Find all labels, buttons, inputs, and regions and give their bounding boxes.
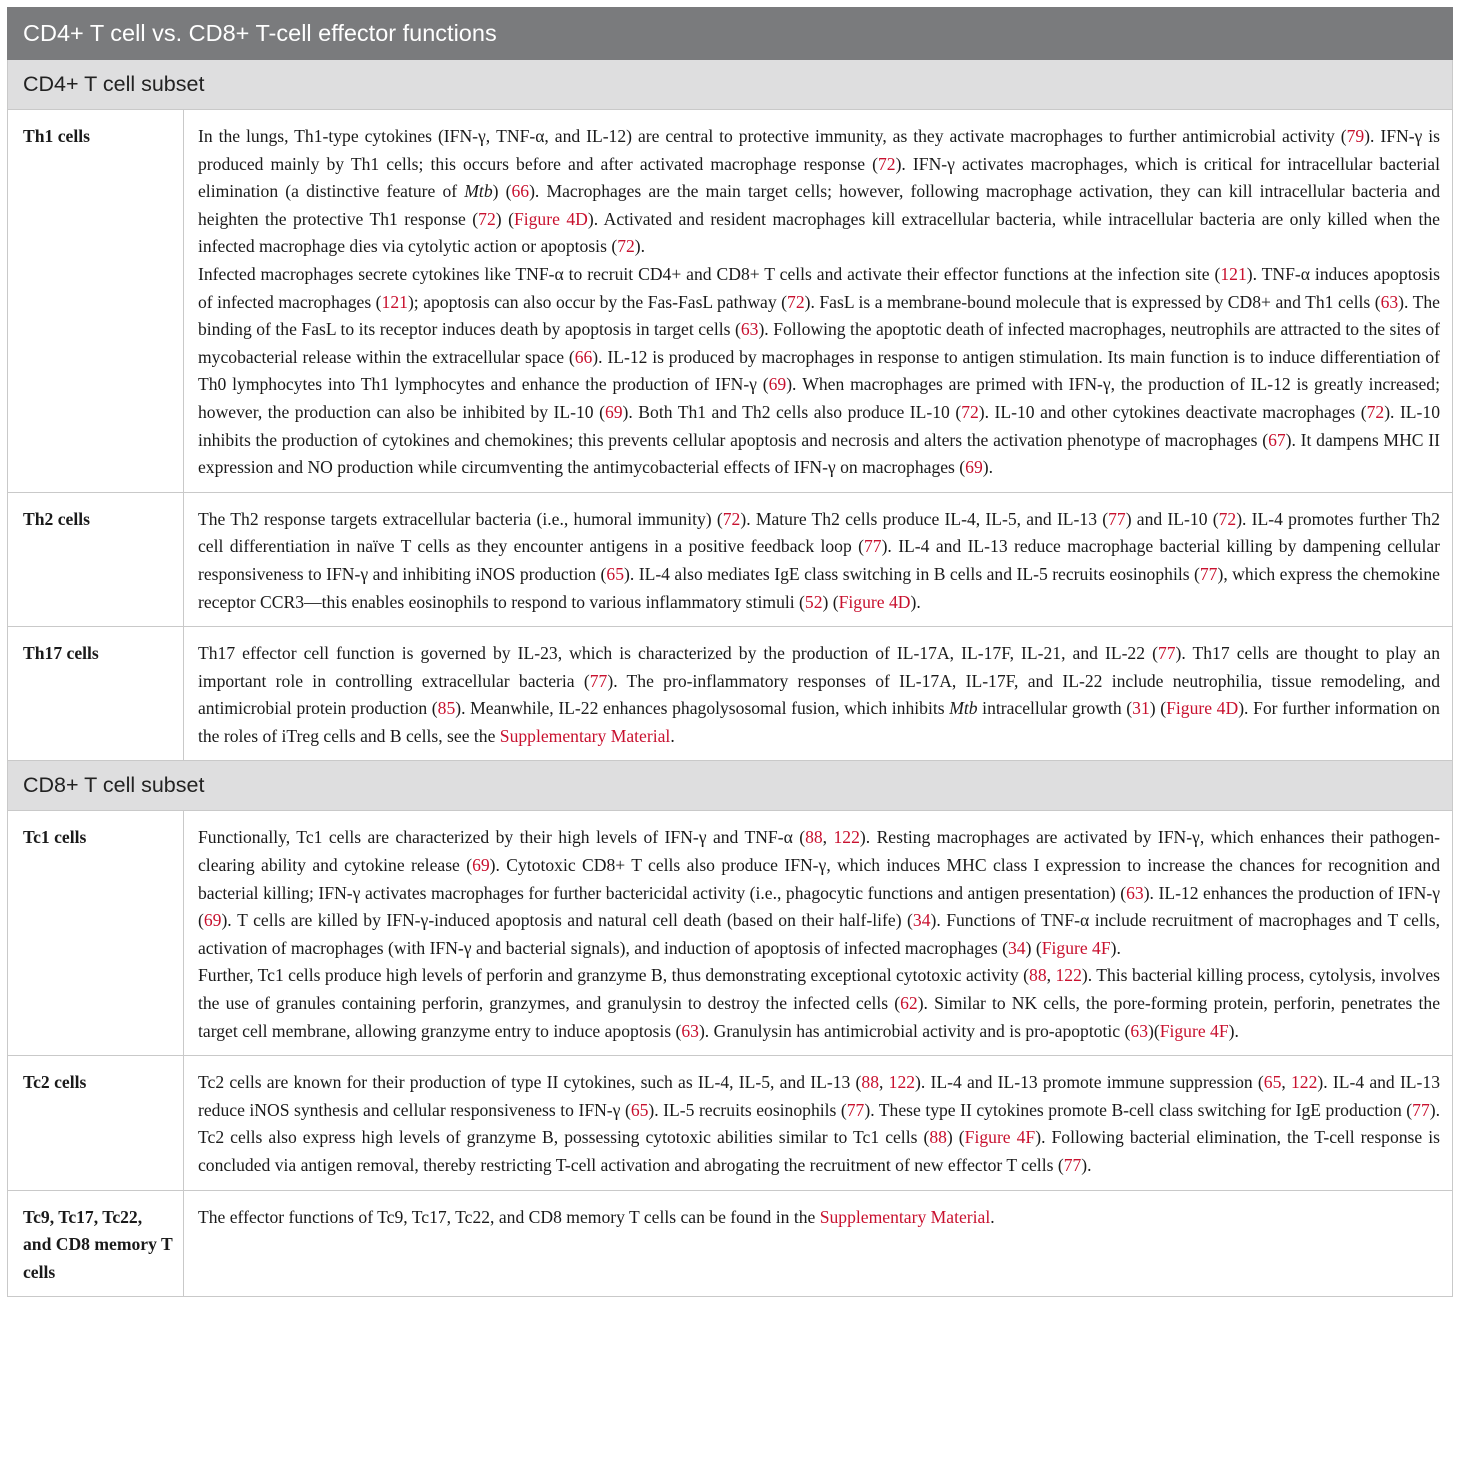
table-title: CD4+ T cell vs. CD8+ T-cell effector functions	[8, 8, 1453, 60]
section-heading: CD8+ T cell subset	[8, 761, 1453, 811]
text-run: ).	[1081, 1155, 1092, 1175]
text-run: The effector functions of Tc9, Tc17, Tc22, and CD8 memory T cells can be found in the	[198, 1206, 820, 1227]
text-run: ). IL-4 and IL-13 reduce iNOS synthesis and cellular responsiveness to IFN-γ (	[198, 1072, 1441, 1120]
effector-function-description	[184, 627, 1453, 761]
text-run: ). It dampens MHC II expression and NO production while circumventing the antimycobacterial effects of IFN-γ on macrophages (	[198, 429, 1440, 478]
table-body	[8, 8, 1453, 1297]
citation-link[interactable]: 72	[1218, 508, 1237, 529]
text-run: ) and IL-10 (	[1125, 508, 1219, 529]
citation-link[interactable]: 69	[768, 374, 787, 395]
text-run: ), which express the chemokine receptor CCR3—this enables eosinophils to respond to various inflammatory stimuli (	[198, 563, 1440, 612]
text-run: ). IL-4 promotes further Th2 cell differentiation in naïve T cells as they encounter antigens in a positive feedback loop (	[198, 508, 1441, 557]
citation-link[interactable]: 62	[900, 993, 918, 1014]
text-run: ).	[982, 457, 994, 478]
effector-function-description	[184, 811, 1453, 1056]
citation-link[interactable]: 52	[804, 591, 823, 612]
text-run: ). For further information on the roles of iTreg cells and B cells, see the	[198, 698, 1440, 746]
citation-link[interactable]: 88	[861, 1072, 880, 1093]
description-paragraph	[198, 1204, 1440, 1232]
text-run: ) (	[492, 181, 512, 202]
citation-link[interactable]: Supplementary Material	[819, 1206, 991, 1227]
citation-link[interactable]: 77	[1412, 1099, 1430, 1120]
citation-link[interactable]: Figure 4D	[1166, 698, 1239, 719]
text-run: ); apoptosis can also occur by the Fas-FasL pathway (	[407, 291, 788, 312]
table-row	[8, 811, 1453, 1056]
text-run: ). IFN-γ activates macrophages, which is critical for intracellular bacterial elimination (a distinctive feature of	[198, 153, 1440, 202]
text-run: ). These type II cytokines promote B-cell class switching for IgE production (	[864, 1099, 1413, 1120]
text-run: ). IL-4 also mediates IgE class switching in B cells and IL-5 recruits eosinophils (	[624, 563, 1200, 584]
section-heading: CD4+ T cell subset	[8, 60, 1453, 110]
citation-link[interactable]: 88	[805, 827, 823, 848]
citation-link[interactable]: 69	[604, 401, 623, 422]
cell-type-label: Th2 cells	[8, 492, 184, 626]
citation-link[interactable]: 66	[511, 181, 530, 202]
citation-link[interactable]: 69	[203, 910, 222, 931]
citation-link[interactable]: 72	[1366, 401, 1385, 422]
citation-link[interactable]: 122	[1055, 965, 1082, 986]
table-row	[8, 110, 1453, 493]
citation-link[interactable]: 63	[681, 1020, 699, 1041]
citation-link[interactable]: 72	[617, 236, 635, 257]
text-run: ). The pro-inflammatory responses of IL-17A, IL-17F, and IL-22 include neutrophilia, tissue remodeling, and antimicrobial protein production (	[198, 670, 1441, 719]
citation-link[interactable]: 63	[1126, 882, 1144, 903]
description-paragraph	[198, 1069, 1440, 1179]
text-run: ). Following the apoptotic death of infected macrophages, neutrophils are attracted to the sites of mycobacterial release within the extracellular space (	[198, 319, 1440, 367]
citation-link[interactable]: 31	[1132, 698, 1150, 719]
citation-link[interactable]: 122	[1290, 1072, 1318, 1093]
table-row	[8, 1056, 1453, 1190]
description-paragraph	[198, 824, 1440, 962]
text-run: ). IL-12 enhances the production of IFN-γ (	[198, 882, 1440, 931]
cell-type-label: Tc2 cells	[8, 1056, 184, 1190]
citation-link[interactable]: Figure 4F	[1159, 1020, 1229, 1041]
text-run: ). This bacterial killing process, cytolysis, involves the use of granules containing perforin, granzymes, and granulysin to destroy the infected cells (	[198, 965, 1440, 1014]
text-run: ). Cytotoxic CD8+ T cells also produce IFN-γ, which induces MHC class I expression to increase the chances for recognition and bacterial killing; IFN-γ activates macrophages for further bactericidal activity (i.e., phagocytic functions and antigen presentation) (	[198, 855, 1440, 903]
citation-link[interactable]: 72	[877, 153, 896, 174]
table-row	[8, 492, 1453, 626]
citation-link[interactable]: 72	[787, 291, 805, 312]
table-row	[8, 627, 1453, 761]
text-run: ). IL-5 recruits eosinophils (	[648, 1099, 847, 1120]
text-run: ) (	[495, 208, 514, 229]
citation-link[interactable]: 63	[1380, 291, 1399, 312]
effector-function-description	[184, 1056, 1453, 1190]
citation-link[interactable]: 77	[863, 536, 882, 557]
text-run: ). Granulysin has antimicrobial activity and is pro-apoptotic (	[698, 1020, 1131, 1041]
text-run: ). Resting macrophages are activated by IFN-γ, which enhances their pathogen-clearing ability and cytokine release (	[198, 827, 1440, 876]
text-run: ,	[879, 1072, 889, 1093]
effector-function-description	[184, 492, 1453, 626]
cell-type-label: Th17 cells	[8, 627, 184, 761]
text-run: ). IL-4 and IL-13 promote immune suppression (	[915, 1072, 1264, 1093]
text-run: Tc2 cells are known for their production of type II cytokines, such as IL-4, IL-5, and IL-13 (	[198, 1072, 862, 1093]
table-title-row	[8, 8, 1453, 60]
text-run: ). IL-10 and other cytokines deactivate macrophages (	[978, 401, 1367, 422]
text-run: ). Macrophages are the main target cells; however, following macrophage activation, they can kill intracellular bacteria and heighten the protective Th1 response (	[198, 181, 1440, 229]
table-row	[8, 1190, 1453, 1297]
citation-link[interactable]: 65	[1263, 1072, 1282, 1093]
citation-link[interactable]: 77	[1199, 563, 1218, 584]
italic-term: Mtb	[464, 181, 493, 202]
text-run: ).	[910, 591, 921, 612]
citation-link[interactable]: 88	[929, 1127, 947, 1148]
citation-link[interactable]: 72	[961, 401, 979, 422]
citation-link[interactable]: 77	[1157, 643, 1176, 664]
citation-link[interactable]: 121	[1220, 263, 1247, 284]
text-run: ). Activated and resident macrophages kill extracellular bacteria, while intracellular bacteria are only killed when the infected macrophage dies via cytolytic action or apoptosis (	[198, 208, 1440, 257]
citation-link[interactable]: 63	[1130, 1020, 1148, 1041]
citation-link[interactable]: 122	[888, 1072, 916, 1093]
text-run: ). Both Th1 and Th2 cells also produce IL-10 (	[622, 401, 962, 422]
citation-link[interactable]: Figure 4F	[964, 1127, 1036, 1148]
text-run: ).	[1110, 937, 1121, 958]
description-paragraph	[198, 261, 1440, 482]
citation-link[interactable]: 69	[965, 457, 983, 478]
citation-link[interactable]: Figure 4D	[513, 208, 588, 229]
citation-link[interactable]: 77	[589, 670, 608, 691]
text-run: ). Functions of TNF-α include recruitment of macrophages and T cells, activation of macrophages (with IFN-γ and bacterial signals), and induction of apoptosis of infected macrophages (	[198, 910, 1441, 958]
text-run: In the lungs, Th1-type cytokines (IFN-γ, TNF-α, and IL-12) are central to protective immunity, as they activate macrophages to further antimicrobial activity (	[198, 126, 1347, 146]
text-run: ) (	[1025, 937, 1042, 958]
text-run: The Th2 response targets extracellular bacteria (i.e., humoral immunity) (	[198, 508, 723, 529]
text-run: ).	[634, 236, 646, 257]
citation-link[interactable]: 77	[1108, 508, 1126, 529]
text-run: Infected macrophages secrete cytokines like TNF-α to recruit CD4+ and CD8+ T cells and activate their effector functions at the infection site (	[198, 263, 1221, 284]
citation-link[interactable]: 34	[912, 910, 931, 931]
citation-link[interactable]: Figure 4D	[838, 591, 911, 612]
citation-link[interactable]: 66	[574, 346, 593, 367]
citation-link[interactable]: 85	[437, 698, 456, 719]
description-paragraph	[198, 640, 1440, 750]
citation-link[interactable]: Supplementary Material	[499, 725, 671, 746]
text-run: .	[670, 725, 675, 746]
text-run: ). FasL is a membrane-bound molecule that is expressed by CD8+ and Th1 cells (	[804, 291, 1381, 312]
text-run: Functionally, Tc1 cells are characterized by their high levels of IFN-γ and TNF-α (	[198, 827, 806, 848]
section-header-row	[8, 60, 1453, 110]
text-run: ). IFN-γ is produced mainly by Th1 cells; this occurs before and after activated macrophage response (	[198, 126, 1440, 174]
text-run: ). TNF-α induces apoptosis of infected macrophages (	[198, 263, 1440, 312]
text-run: ). IL-12 is produced by macrophages in response to antigen stimulation. Its main function is to induce differentiation of Th0 lymphocytes into Th1 lymphocytes and enhance the production of IFN-γ (	[198, 346, 1440, 395]
text-run: ,	[822, 827, 834, 848]
text-run: Further, Tc1 cells produce high levels of perforin and granzyme B, thus demonstrating exceptional cytotoxic activity (	[198, 965, 1030, 986]
text-run: ).	[1228, 1020, 1239, 1041]
text-run: .	[990, 1206, 995, 1227]
text-run: Th17 effector cell function is governed by IL-23, which is characterized by the production of IL-17A, IL-17F, IL-21, and IL-22 (	[198, 643, 1158, 664]
citation-link[interactable]: 88	[1029, 965, 1047, 986]
citation-link[interactable]: 63	[740, 319, 759, 340]
text-run: ). Meanwhile, IL-22 enhances phagolysosomal fusion, which inhibits	[455, 698, 950, 719]
text-run: ). Th17 cells are thought to play an important role in controlling extracellular bacteria (	[198, 643, 1440, 691]
description-paragraph	[198, 506, 1440, 616]
text-run: ). IL-10 inhibits the production of cytokines and chemokines; this prevents cellular apoptosis and necrosis and alters the activation phenotype of macrophages (	[198, 401, 1441, 450]
cell-type-label: Tc1 cells	[8, 811, 184, 1056]
text-run: ). Tc2 cells also express high levels of granzyme B, possessing cytotoxic abilities similar to Tc1 cells (	[198, 1099, 1440, 1148]
citation-link[interactable]: 34	[1008, 937, 1026, 958]
section-header-row	[8, 761, 1453, 811]
text-run: ,	[1046, 965, 1056, 986]
citation-link[interactable]: 65	[606, 563, 624, 584]
citation-link[interactable]: 79	[1346, 126, 1365, 146]
citation-link[interactable]: 122	[833, 827, 860, 848]
citation-link[interactable]: 72	[478, 208, 496, 229]
citation-link[interactable]: 67	[1268, 429, 1286, 450]
effector-function-description	[184, 110, 1453, 493]
text-run: ) (	[946, 1127, 965, 1148]
citation-link[interactable]: Figure 4F	[1041, 937, 1111, 958]
text-run: ). IL-4 and IL-13 reduce macrophage bacterial killing by dampening cellular responsiveness to IFN-γ and inhibiting iNOS production (	[198, 536, 1440, 584]
effector-functions-table	[7, 7, 1453, 1297]
text-run: ,	[1281, 1072, 1291, 1093]
text-run: ) (	[822, 591, 839, 612]
citation-link[interactable]: 121	[381, 291, 408, 312]
text-run: ). Following bacterial elimination, the T-cell response is concluded via antigen removal, thereby restricting T-cell activation and abrogating the recruitment of new effector T cells (	[198, 1127, 1440, 1175]
description-paragraph	[198, 123, 1440, 261]
text-run: ). Mature Th2 cells produce IL-4, IL-5, and IL-13 (	[740, 508, 1109, 529]
citation-link[interactable]: 77	[846, 1099, 865, 1120]
citation-link[interactable]: 65	[630, 1099, 649, 1120]
text-run: ) (	[1149, 698, 1167, 719]
citation-link[interactable]: 69	[472, 855, 490, 876]
text-run: intracellular growth (	[977, 698, 1133, 719]
text-run: ). When macrophages are primed with IFN-γ, the production of IL-12 is greatly increased; however, the production can also be inhibited by IL-10 (	[198, 374, 1440, 422]
text-run: ). The binding of the FasL to its receptor induces death by apoptosis in target cells (	[198, 291, 1440, 340]
text-run: ). T cells are killed by IFN-γ-induced apoptosis and natural cell death (based on their half-life) (	[221, 910, 913, 931]
citation-link[interactable]: 72	[722, 508, 741, 529]
text-run: ). Similar to NK cells, the pore-forming protein, perforin, penetrates the target cell membrane, allowing granzyme entry to induce apoptosis (	[198, 993, 1441, 1041]
effector-function-description	[184, 1190, 1453, 1297]
text-run: )(	[1147, 1020, 1160, 1041]
description-paragraph	[198, 962, 1440, 1045]
italic-term: Mtb	[949, 698, 978, 719]
cell-type-label: Tc9, Tc17, Tc22, and CD8 memory T cells	[8, 1190, 184, 1297]
cell-type-label: Th1 cells	[8, 110, 184, 493]
citation-link[interactable]: 77	[1063, 1155, 1082, 1175]
